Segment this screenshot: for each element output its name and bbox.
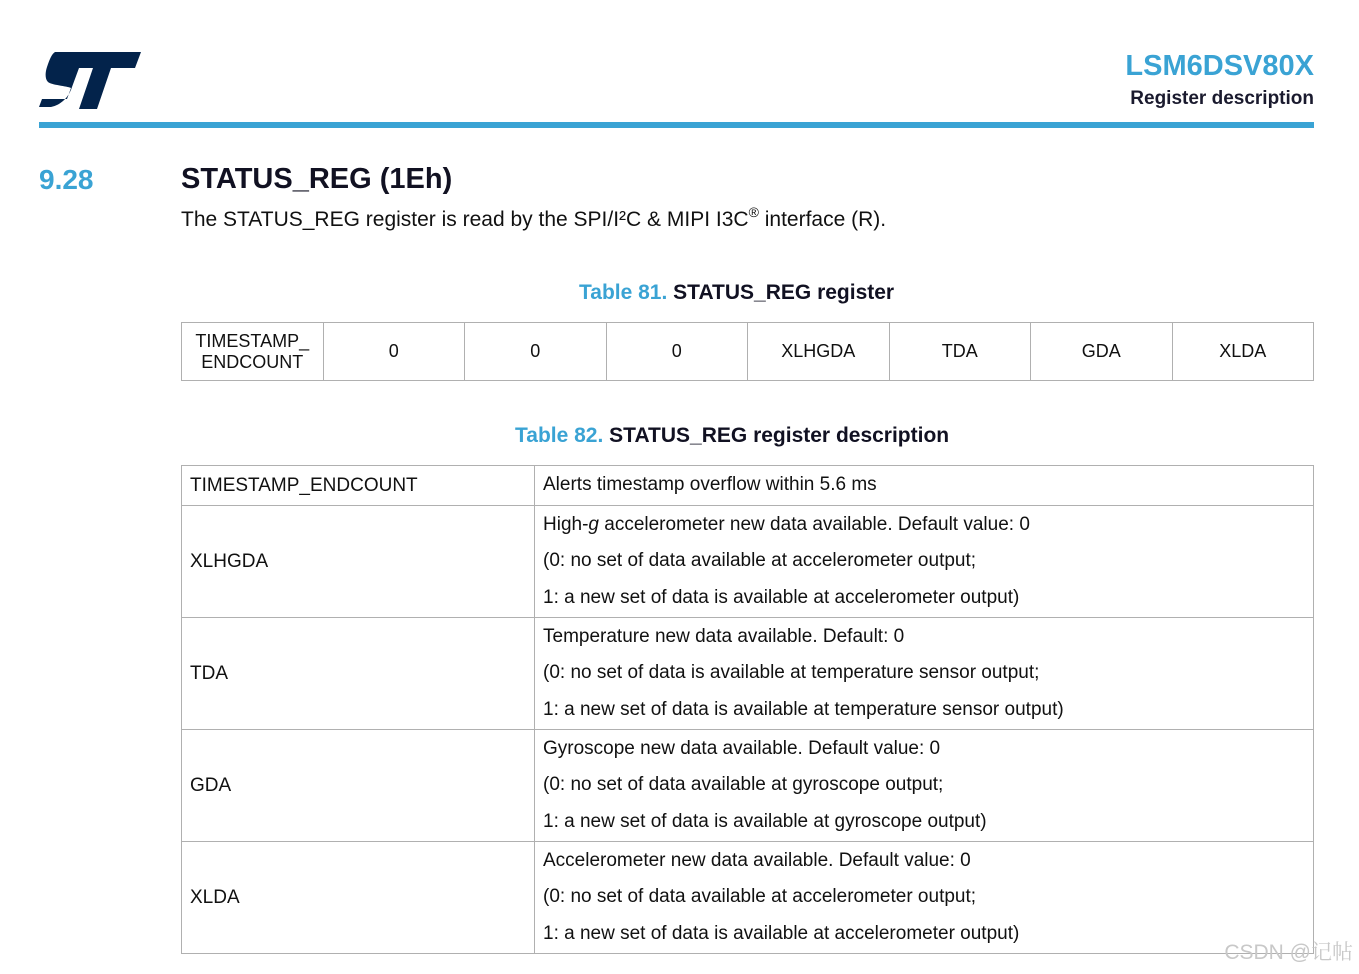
bit-2: TDA xyxy=(889,323,1031,381)
description-line: (0: no set of data available at gyroscope output; xyxy=(543,774,944,796)
part-number: LSM6DSV80X xyxy=(1125,50,1314,82)
description-suffix: accelerometer new data available. Default value: 0 xyxy=(598,513,1030,535)
table-82-caption xyxy=(515,424,949,448)
bit-5: 0 xyxy=(465,323,607,381)
bit-6: 0 xyxy=(323,323,465,381)
bit-3: XLHGDA xyxy=(748,323,890,381)
section-intro xyxy=(181,204,887,232)
description-line: 1: a new set of data is available at temperature sensor output) xyxy=(543,698,1064,720)
description-line: 1: a new set of data is available at accelerometer output) xyxy=(543,586,1020,608)
description-line: Alerts timestamp overflow within 5.6 ms xyxy=(543,474,877,496)
bit-7: TIMESTAMP_ ENDCOUNT xyxy=(182,323,324,381)
header-rule xyxy=(39,122,1314,128)
table-row xyxy=(182,466,1314,506)
field-name: TDA xyxy=(182,618,535,730)
field-description xyxy=(535,618,1314,730)
header-subtitle: Register description xyxy=(1130,88,1314,109)
section-title: STATUS_REG (1Eh) xyxy=(181,163,453,195)
intro-text-end: interface (R). xyxy=(758,208,887,231)
field-description xyxy=(535,466,1314,506)
field-name: XLHGDA xyxy=(182,506,535,618)
register-bit-row xyxy=(182,323,1314,381)
watermark: CSDN @记帖 xyxy=(1224,941,1353,964)
bit-1: GDA xyxy=(1031,323,1173,381)
description-line: 1: a new set of data is available at gyroscope output) xyxy=(543,810,987,832)
intro-text: The STATUS_REG register is read by the SPI/I²C & MIPI I3C xyxy=(181,208,749,231)
field-description xyxy=(535,730,1314,842)
description-line: 1: a new set of data is available at accelerometer output) xyxy=(543,922,1020,944)
field-description xyxy=(535,842,1314,954)
field-name: XLDA xyxy=(182,842,535,954)
description-line: Temperature new data available. Default: 0 xyxy=(543,625,905,647)
description-line: (0: no set of data available at accelerometer output; xyxy=(543,886,977,908)
description-line xyxy=(543,507,1305,544)
table-row xyxy=(182,506,1314,618)
description-line: (0: no set of data is available at temperature sensor output; xyxy=(543,662,1040,684)
description-prefix: High- xyxy=(543,513,589,535)
table-row xyxy=(182,842,1314,954)
description-line: Accelerometer new data available. Default value: 0 xyxy=(543,849,971,871)
table-82-title: STATUS_REG register description xyxy=(603,424,950,447)
field-name: TIMESTAMP_ENDCOUNT xyxy=(182,466,535,506)
description-line: Gyroscope new data available. Default value: 0 xyxy=(543,737,941,759)
gravity-symbol: g xyxy=(588,513,599,535)
document-header xyxy=(1125,49,1314,113)
bit-0: XLDA xyxy=(1172,323,1314,381)
table-81-caption xyxy=(579,281,894,305)
bit-4: 0 xyxy=(606,323,748,381)
section-number: 9.28 xyxy=(39,164,94,195)
table-row xyxy=(182,618,1314,730)
table-81-title: STATUS_REG register xyxy=(667,281,895,304)
table-81-number: Table 81. xyxy=(579,281,668,304)
field-description xyxy=(535,506,1314,618)
field-name: GDA xyxy=(182,730,535,842)
table-82-number: Table 82. xyxy=(515,424,604,447)
registered-mark: ® xyxy=(748,204,759,220)
register-description-table xyxy=(181,465,1314,954)
description-line: (0: no set of data available at accelerometer output; xyxy=(543,550,977,572)
st-logo-icon xyxy=(39,52,141,109)
table-row xyxy=(182,730,1314,842)
register-bit-table xyxy=(181,322,1314,381)
